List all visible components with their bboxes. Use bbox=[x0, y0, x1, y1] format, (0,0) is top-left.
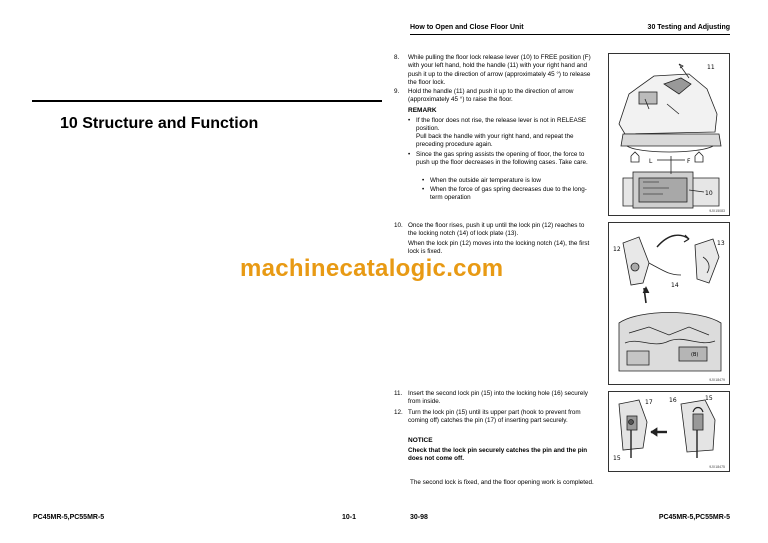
step-text: Insert the second lock pin (15) into the locking hole (16) securely from inside. bbox=[408, 390, 588, 406]
footer-page-number-right: 30-98 bbox=[410, 514, 428, 521]
figure-lock-pin-notch bbox=[608, 222, 730, 385]
step-text: While pulling the floor lock release lever (10) to FREE position (F) with your left hand, hold the handle (11) with your right hand and push it up to the direction of arrow (approximately 45 °) to release the floor lock. bbox=[408, 54, 591, 86]
fig3-label-15-left: 15 bbox=[613, 455, 621, 462]
fig1-label-l: L bbox=[649, 158, 653, 165]
figure-second-lock-pin bbox=[608, 391, 730, 472]
notice-heading: NOTICE bbox=[408, 437, 433, 444]
step-number: 12. bbox=[394, 409, 403, 416]
fig2-label-14: 14 bbox=[671, 282, 679, 289]
lock-pin-illustration bbox=[609, 223, 730, 385]
remark-heading: REMARK bbox=[408, 107, 437, 114]
section-title: 10 Structure and Function bbox=[60, 115, 259, 132]
step-number: 8. bbox=[394, 54, 400, 61]
header-chapter: 30 Testing and Adjusting bbox=[647, 24, 730, 31]
remark-bullet-2: • Since the gas spring assists the opening of floor, the force to push up the floor decreases in the following cases. Take care. bbox=[416, 151, 592, 168]
remark-bullet-1-continued: Pull back the handle with your right hand, and repeat the preceding procedure again. bbox=[416, 133, 574, 149]
watermark: machinecatalogic.com bbox=[240, 255, 504, 282]
figure-floor-lock-lever bbox=[608, 53, 730, 216]
fig3-label-16: 16 bbox=[669, 397, 677, 404]
remark-sub-bullet-1: • When the outside air temperature is low bbox=[430, 177, 590, 185]
footer-model-left: PC45MR-5,PC55MR-5 bbox=[33, 514, 105, 521]
notice-text: Check that the lock pin securely catches the pin and the pin does not come off. bbox=[408, 447, 588, 463]
fig2-label-13: 13 bbox=[717, 240, 725, 247]
header-topic: How to Open and Close Floor Unit bbox=[410, 24, 524, 31]
fig2-label-12: 12 bbox=[613, 246, 621, 253]
step-text: Hold the handle (11) and push it up to the direction of arrow (approximately 45 °) to raise the floor. bbox=[408, 88, 574, 104]
footer-model-right: PC45MR-5,PC55MR-5 bbox=[658, 514, 730, 521]
step-number: 11. bbox=[394, 390, 403, 397]
step-number: 9. bbox=[394, 88, 400, 95]
fig1-label-10: 10 bbox=[705, 190, 713, 197]
fig1-code: 9JX15083 bbox=[709, 209, 725, 213]
fig3-label-17: 17 bbox=[645, 399, 653, 406]
fig1-label-11: 11 bbox=[707, 64, 715, 71]
header-rule bbox=[410, 34, 730, 35]
floor-lock-illustration bbox=[609, 54, 730, 216]
second-lock-illustration bbox=[609, 392, 730, 472]
fig2-code: 9JX18479 bbox=[709, 378, 725, 382]
footer-page-number-left: 10-1 bbox=[342, 514, 357, 521]
closing-text: The second lock is fixed, and the floor opening work is completed. bbox=[410, 479, 594, 486]
fig2-label-b: (B) bbox=[691, 352, 699, 358]
step-10-note: When the lock pin (12) moves into the locking notch (14), the first lock is fixed. bbox=[408, 240, 590, 256]
fig3-label-15-right: 15 bbox=[705, 395, 713, 402]
remark-bullet-1: • If the floor does not rise, the release lever is not in RELEASE position. bbox=[416, 117, 592, 134]
remark-sub-bullet-2: • When the force of gas spring decreases due to the long-term operation bbox=[430, 186, 590, 203]
section-rule bbox=[32, 100, 382, 102]
fig3-code: 9JX18475 bbox=[709, 465, 725, 469]
step-number: 10. bbox=[394, 222, 403, 229]
step-text: Once the floor rises, push it up until the lock pin (12) reaches to the locking notch (14) of lock plate (13). bbox=[408, 222, 585, 238]
step-text: Turn the lock pin (15) until its upper part (hook to prevent from coming off) catches the pin (17) of inserting part securely. bbox=[408, 409, 581, 425]
fig1-label-f: F bbox=[687, 158, 691, 165]
